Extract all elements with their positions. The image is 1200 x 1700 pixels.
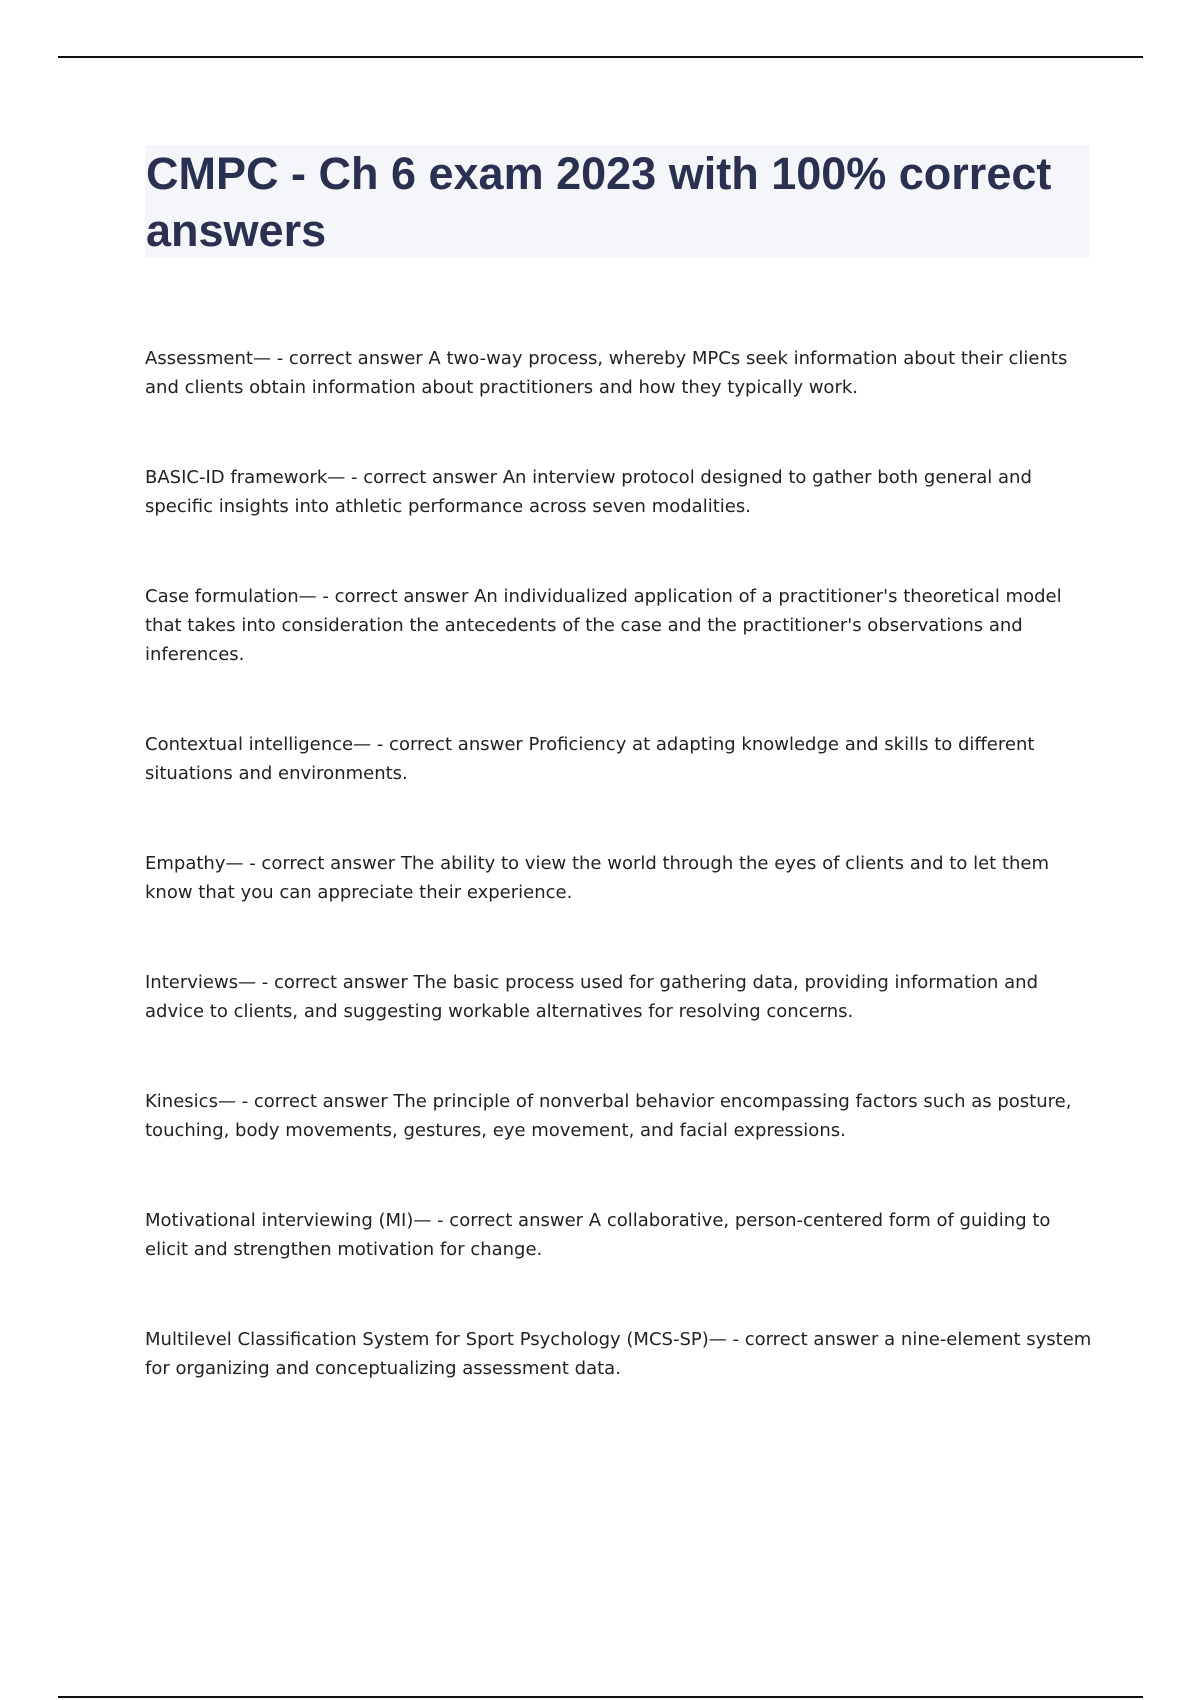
entry-definition: a nine-element system for organizing and conceptualizing assessment data. — [145, 1329, 1092, 1379]
entry-answer-label: — - correct answer — [252, 348, 429, 369]
qa-entry — [145, 849, 1095, 907]
qa-entry — [145, 1206, 1095, 1264]
entry-term: Interviews — [145, 972, 239, 993]
entry-term: Multilevel Classification System for Sport Psychology (MCS-SP) — [145, 1329, 709, 1350]
entry-definition: A collaborative, person-centered form of guiding to elicit and strengthen motivation for change. — [145, 1210, 1051, 1260]
entry-definition: An interview protocol designed to gather both general and specific insights into athletic performance across seven modalities. — [145, 467, 1032, 517]
entry-answer-label: — - correct answer — [353, 734, 529, 755]
entry-answer-label: — - correct answer — [217, 1091, 394, 1112]
entry-answer-label: — - correct answer — [327, 467, 503, 488]
entry-term: Assessment — [145, 348, 253, 369]
entry-definition: The ability to view the world through the eyes of clients and to let them know that you can appreciate their experience. — [145, 853, 1050, 903]
entry-definition: A two-way process, whereby MPCs seek information about their clients and clients obtain information about practitioners and how they typically work. — [145, 348, 1068, 398]
entry-term: BASIC-ID framework — [145, 467, 328, 488]
qa-entry — [145, 344, 1095, 402]
qa-list — [145, 344, 1095, 1444]
entry-definition: Proficiency at adapting knowledge and skills to different situations and environments. — [145, 734, 1035, 784]
top-rule — [58, 56, 1143, 58]
qa-entry — [145, 1325, 1095, 1383]
entry-term: Motivational interviewing (MI) — [145, 1210, 414, 1231]
entry-answer-label: — - correct answer — [238, 972, 414, 993]
title-banner — [145, 145, 1089, 257]
entry-answer-label: — - correct answer — [413, 1210, 589, 1231]
entry-answer-label: — - correct answer — [225, 853, 401, 874]
bottom-rule — [58, 1696, 1143, 1698]
entry-definition: The basic process used for gathering data, providing information and advice to clients, and suggesting workable alternatives for resolving concerns. — [145, 972, 1039, 1022]
entry-definition: An individualized application of a practitioner's theoretical model that takes into consideration the antecedents of the case and the practitioner's observations and inferences. — [145, 586, 1062, 665]
qa-entry — [145, 463, 1095, 521]
qa-entry — [145, 968, 1095, 1026]
entry-answer-label: — - correct answer — [708, 1329, 885, 1350]
qa-entry — [145, 1087, 1095, 1145]
entry-answer-label: — - correct answer — [298, 586, 475, 607]
qa-entry — [145, 582, 1095, 669]
entry-term: Contextual intelligence — [145, 734, 354, 755]
qa-entry — [145, 730, 1095, 788]
entry-definition: The principle of nonverbal behavior encompassing factors such as posture, touching, body movements, gestures, eye movement, and facial expressions. — [145, 1091, 1072, 1141]
entry-term: Case formulation — [145, 586, 299, 607]
entry-term: Empathy — [145, 853, 226, 874]
entry-term: Kinesics — [145, 1091, 218, 1112]
page-title: CMPC - Ch 6 exam 2023 with 100% correct answers — [146, 148, 1052, 256]
